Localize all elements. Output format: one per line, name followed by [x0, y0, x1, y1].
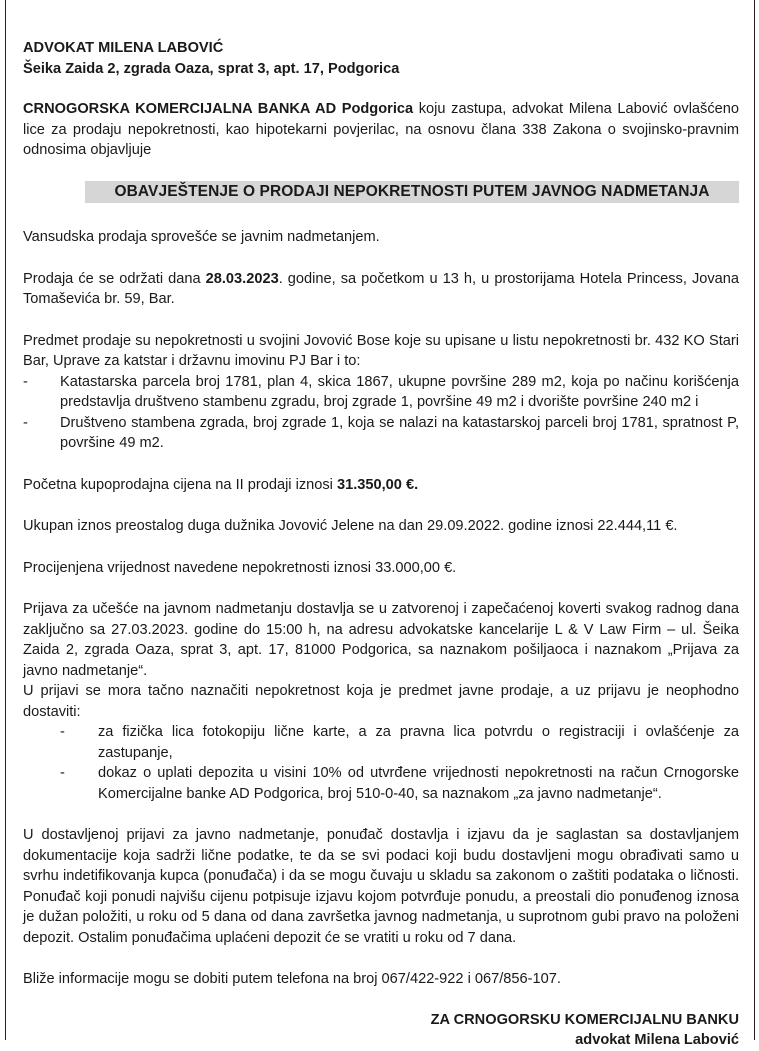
list-dash: -: [23, 373, 28, 390]
left-border: [5, 0, 6, 1040]
bank-name: CRNOGORSKA KOMERCIJALNA BANKA AD Podgorica: [23, 101, 414, 117]
consent-paragraph: U dostavljenoj prijavi za javno nadmetanje, ponuđač dostavlja i izjavu da je saglastan sa dostavljanjem dokumentacije koja sadrži lične podatke, te da se svi podaci koji budu dostavljeni mogu obrađivati samo u svrhu indetifikovanja kupca (ponuđača) i da se mogu čuvaju u skladu sa zakonom o zaštiti podataka o ličnosti. Ponuđač koji ponudi najvišu cijenu potpisuje izjavu kojom potvrđuje ponudu, a preostali dio ponuđenog iznosa je dužan položiti, u roku od 5 dana od dana završetka javnog nadmetanja, u suprotnom gubi pravo na položeni depozit. Ostalim ponuđačima uplaćeni depozit će se vratiti u roku od 7 dana.: [23, 827, 739, 946]
sale-date: 28.03.2023: [205, 270, 279, 287]
signature-line-2: advokat Milena Labović: [575, 1032, 739, 1048]
list-dash: -: [60, 765, 65, 781]
notice-title: OBAVJEŠTENJE O PRODAJI NEPOKRETNOSTI PUTEM JAVNOG NADMETANJA: [85, 181, 739, 204]
list-item: [23, 722, 739, 763]
signature-line-1: ZA CRNOGORSKU KOMERCIJALNU BANKU: [430, 1011, 739, 1028]
starting-price-lead: Početna kupoprodajna cijena na II prodaji iznosi: [23, 476, 337, 493]
list-item-text: Društveno stambena zgrada, broj zgrade 1, koja se nalazi na katastarskoj parceli broj 1781, spratnost P, površine 49 m2.: [60, 414, 739, 451]
debt-paragraph: Ukupan iznos preostalog duga dužnika Jovović Jelene na dan 29.09.2022. godine iznosi 22.444,11 €.: [23, 518, 678, 534]
list-item: [23, 372, 739, 413]
requirements-list: [23, 722, 739, 804]
application-section: [23, 599, 739, 804]
sale-date-paragraph: [23, 269, 739, 310]
list-item-text: Katastarska parcela broj 1781, plan 4, skica 1867, ukupne površine 289 m2, koja po načinu korišćenja predstavlja društveno stambenu zgradu, broj zgrade 1, površine 49 m2 i dvorište površine 240 m2 i: [60, 373, 739, 410]
subject-section: [23, 331, 739, 454]
right-border: [754, 0, 755, 1040]
list-item: [23, 763, 739, 804]
signature-block: [23, 1010, 739, 1051]
intro-paragraph: [23, 99, 739, 161]
list-item-text: dokaz o uplati depozita u visini 10% od utvrđene vrijednosti nepokretnosti na račun Crnogorske Komercijalne banke AD Podgorica, broj 510-0-40, sa naznakom „za javno nadmetanje“.: [98, 765, 739, 802]
document-content: [23, 38, 739, 1051]
letterhead-address: Šeika Zaida 2, zgrada Oaza, sprat 3, apt. 17, Podgorica: [23, 60, 400, 77]
contact-paragraph: Bliže informacije mogu se dobiti putem telefona na broj 067/422-922 i 067/856-107.: [23, 971, 561, 987]
intro-text: koju zastupa, advokat Milena Labović ovlašćeno lice za prodaju nepokretnosti, kao hipotekarni povjerilac, na osnovu člana 338 Zakona o svojinsko-pravnim odnosima objavljuje: [23, 101, 739, 158]
application-paragraph: Prijava za učešće na javnom nadmetanju dostavlja se u zatvorenoj i zapečaćenoj koverti svakog radnog dana zaključno sa 27.03.2023. godine do 15:00 h, na adresu advokatske kancelarije L & V Law Firm – ul. Šeika Zaida 2, zgrada Oaza, sprat 3, apt. 17, 81000 Podgorica, sa naznakom pošiljaoca i naznakom „Prijava za javno nadmetanje“.: [23, 601, 739, 679]
starting-price-paragraph: [23, 475, 739, 496]
list-dash: -: [60, 724, 65, 740]
list-item: [23, 413, 739, 454]
list-dash: -: [23, 414, 28, 431]
sale-date-lead: Prodaja će se održati dana: [23, 270, 206, 287]
subject-paragraph: Predmet prodaje su nepokretnosti u svojini Jovović Bose koje su upisane u listu nepokretnosti br. 432 KO Stari Bar, Uprave za katstar i državnu imovinu PJ Bar i to:: [23, 332, 739, 369]
requirements-paragraph: U prijavi se mora tačno naznačiti nepokretnost koja je predmet javne prodaje, a uz prijavu je neophodno dostaviti:: [23, 683, 739, 720]
sale-date-tail: . godine, sa početkom u 13 h, u prostorijama Hotela Princess, Jovana Tomaševića br. 59, Bar.: [23, 270, 740, 307]
sale-method-paragraph: Vansudska prodaja sprovešće se javnim nadmetanjem.: [23, 229, 380, 245]
property-list: [23, 372, 739, 454]
estimate-paragraph: Procijenjena vrijednost navedene nepokretnosti iznosi 33.000,00 €.: [23, 559, 457, 576]
starting-price: 31.350,00 €.: [336, 476, 419, 493]
letterhead-name: ADVOKAT MILENA LABOVIĆ: [23, 40, 224, 56]
list-item-text: za fizička lica fotokopiju lične karte, a za pravna lica potvrdu o registraciji i ovlašćenje za zastupanje,: [98, 724, 739, 761]
letterhead: [23, 38, 739, 79]
